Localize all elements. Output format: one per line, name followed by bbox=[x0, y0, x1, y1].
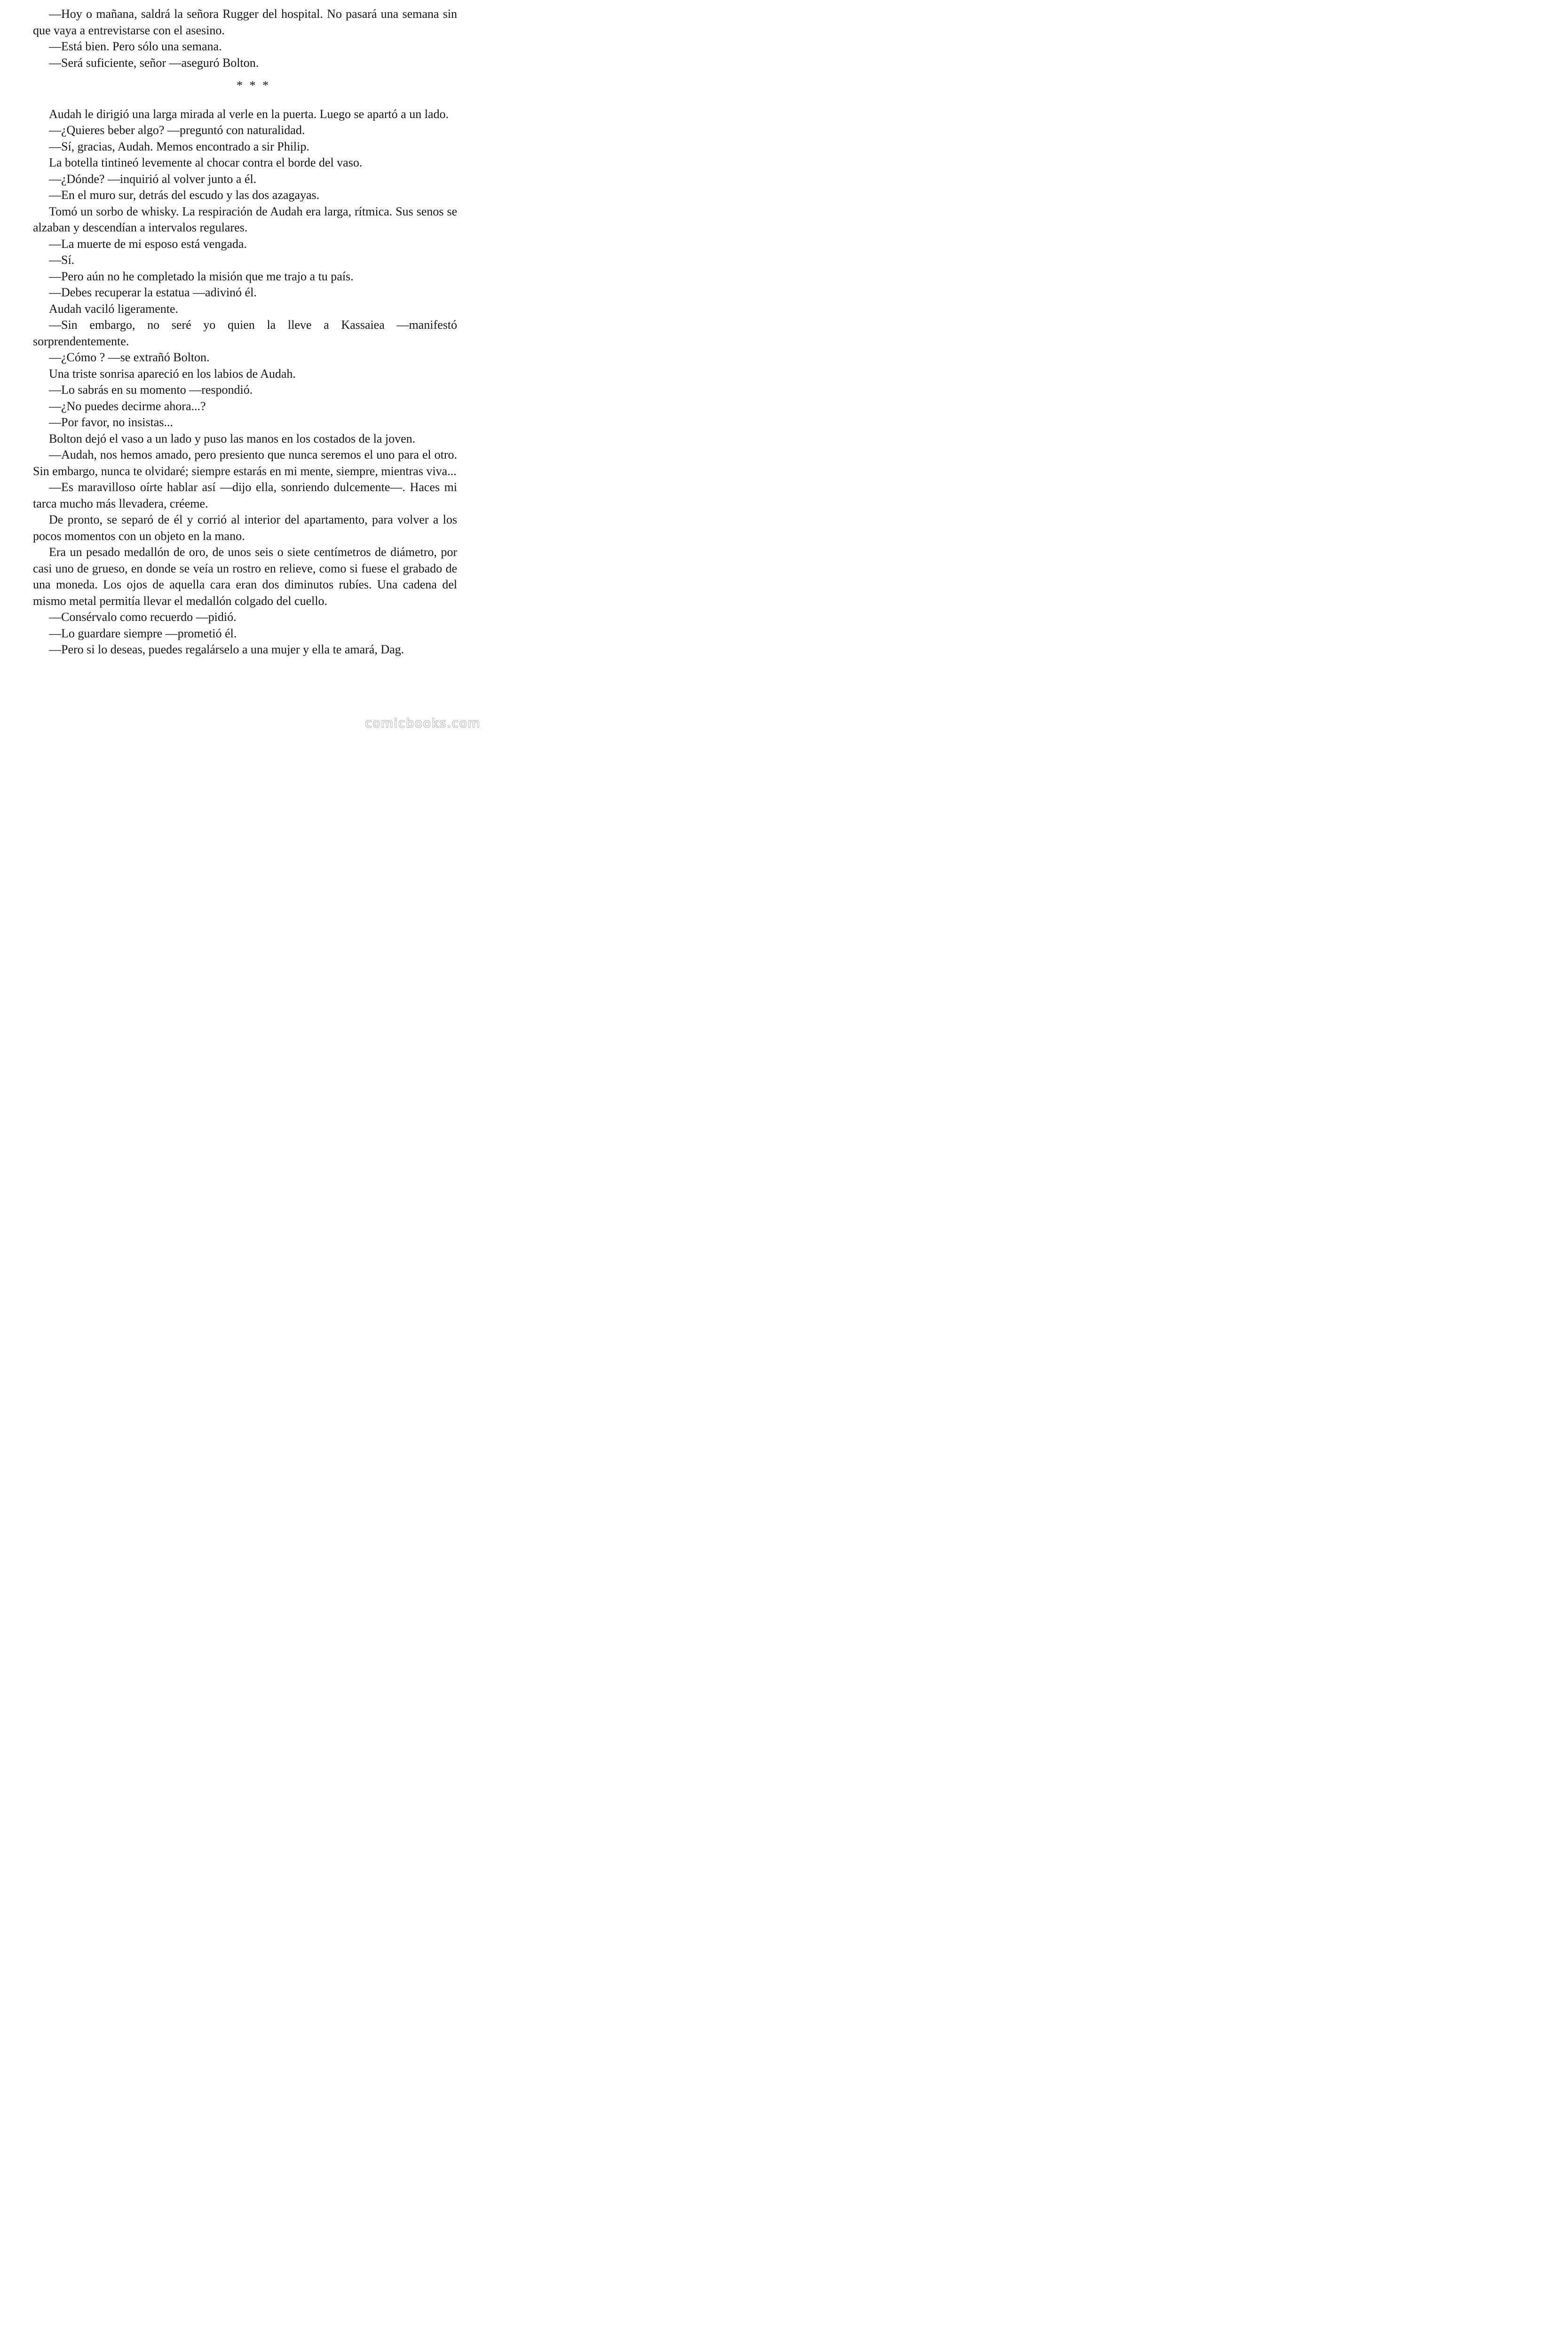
paragraph: —Pero aún no he completado la misión que me trajo a tu país. bbox=[49, 269, 354, 283]
paragraph: Era un pesado medallón de oro, de unos seis o siete centímetros de diámetro, por casi uno de grueso, en donde se veía un rostro en relieve, como si fuese el grabado de una moneda. Los ojos de aquella cara eran dos diminutos rubíes. Una cadena del mismo metal permitía llevar el medallón colgado del cuello. bbox=[33, 545, 457, 608]
paragraph: Audah vaciló ligeramente. bbox=[49, 302, 179, 316]
text-block-before bbox=[33, 6, 457, 71]
paragraph: Una triste sonrisa apareció en los labios de Audah. bbox=[49, 366, 296, 381]
paragraph: Bolton dejó el vaso a un lado y puso las manos en los costados de la joven. bbox=[49, 431, 416, 445]
paragraph: —¿Quieres beber algo? —preguntó con naturalidad. bbox=[49, 123, 305, 137]
watermark: comicbooks.com bbox=[365, 716, 481, 731]
paragraph: La botella tintineó levemente al chocar contra el borde del vaso. bbox=[49, 156, 363, 169]
paragraph: —Sí. bbox=[49, 253, 75, 267]
text-block-after bbox=[33, 106, 457, 658]
paragraph: —Está bien. Pero sólo una semana. bbox=[49, 40, 222, 53]
paragraph: —Hoy o mañana, saldrá la señora Rugger del hospital. No pasará una semana sin que vaya a entrevistarse con el asesino. bbox=[33, 7, 457, 37]
book-page bbox=[33, 6, 457, 658]
section-separator: * * * bbox=[237, 79, 270, 92]
paragraph: Tomó un sorbo de whisky. La respiración de Audah era larga, rítmica. Sus senos se alzaban y descendían a intervalos regulares. bbox=[33, 204, 457, 234]
paragraph: —Audah, nos hemos amado, pero presiento que nunca seremos el uno para el otro. Sin embargo, nunca te olvidaré; siempre estarás en mi mente, siempre, mientras viva... bbox=[33, 448, 457, 478]
paragraph: —¿Cómo ? —se extrañó Bolton. bbox=[49, 350, 210, 364]
paragraph: —En el muro sur, detrás del escudo y las dos azagayas. bbox=[49, 188, 320, 202]
paragraph: —Lo guardare siempre —prometió él. bbox=[49, 626, 237, 640]
paragraph: —Es maravilloso oírte hablar así —dijo ella, sonriendo dulcemente—. Haces mi tarca mucho más llevadera, créeme. bbox=[33, 480, 457, 510]
paragraph: —Debes recuperar la estatua —adivinó él. bbox=[49, 286, 257, 299]
paragraph: —Lo sabrás en su momento —respondió. bbox=[49, 383, 253, 397]
paragraph: —Por favor, no insistas... bbox=[49, 415, 173, 429]
paragraph: —Pero si lo deseas, puedes regalárselo a una mujer y ella te amará, Dag. bbox=[49, 643, 404, 656]
paragraph: De pronto, se separó de él y corrió al interior del apartamento, para volver a los pocos momentos con un objeto en la mano. bbox=[33, 513, 457, 543]
paragraph: —¿Dónde? —inquirió al volver junto a él. bbox=[49, 172, 257, 186]
paragraph: —¿No puedes decirme ahora...? bbox=[49, 399, 206, 413]
paragraph: —Será suficiente, señor —aseguró Bolton. bbox=[49, 56, 259, 70]
paragraph: —La muerte de mi esposo está vengada. bbox=[49, 237, 247, 251]
paragraph: —Sin embargo, no seré yo quien la lleve a Kassaiea —manifestó sorprendentemente. bbox=[33, 318, 457, 348]
paragraph: —Consérvalo como recuerdo —pidió. bbox=[49, 610, 237, 624]
paragraph: —Sí, gracias, Audah. Memos encontrado a sir Philip. bbox=[49, 139, 309, 153]
paragraph: Audah le dirigió una larga mirada al verle en la puerta. Luego se apartó a un lado. bbox=[49, 107, 449, 121]
